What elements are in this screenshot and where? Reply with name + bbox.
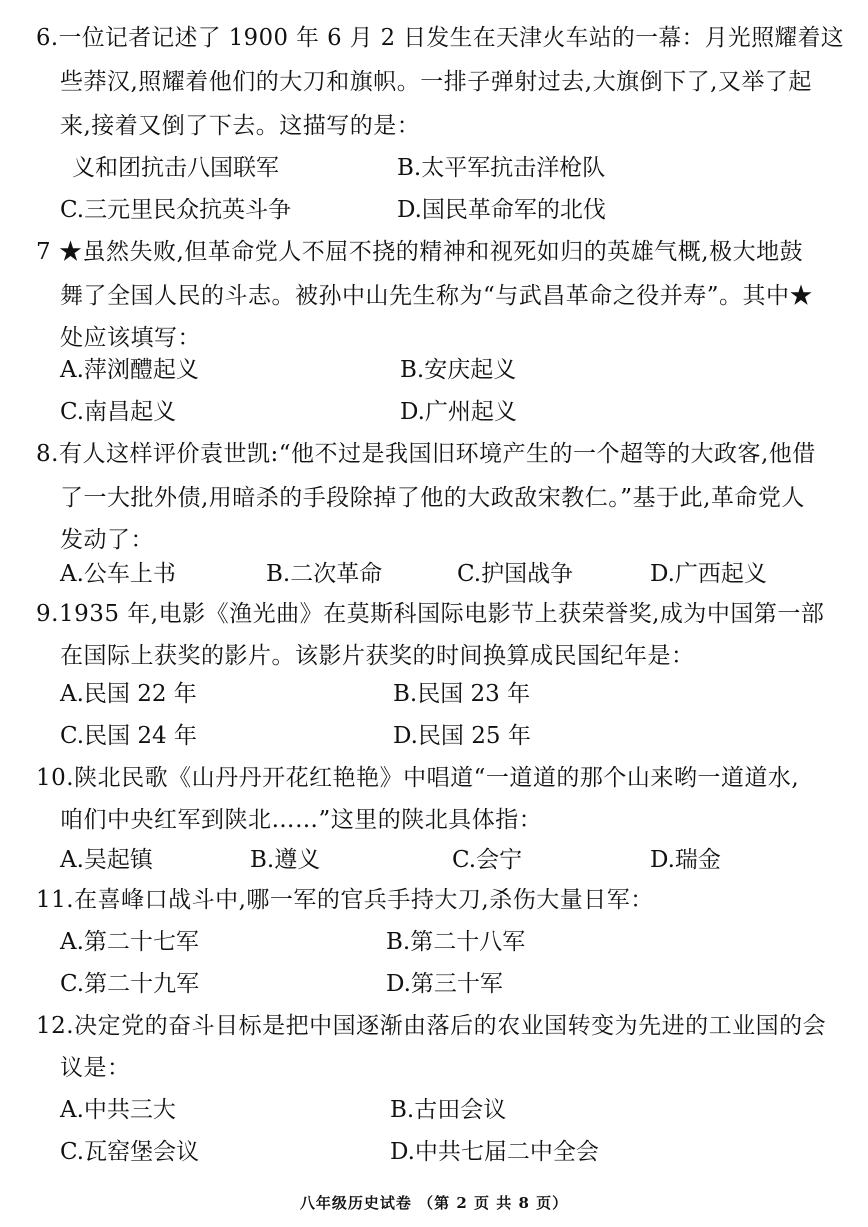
q6-option-b: B.太平军抗击洋枪队	[397, 155, 606, 181]
q10-option-d: D.瑞金	[650, 847, 721, 873]
q11-option-c: C.第二十九军	[60, 971, 200, 997]
q7-option-a: A.萍浏醴起义	[60, 357, 199, 383]
q12-option-c: C.瓦窑堡会议	[60, 1139, 200, 1165]
q6-option-c: C.三元里民众抗英斗争	[60, 197, 292, 223]
q9-option-a: A.民国 22 年	[60, 681, 197, 707]
q7-stem-line-2: 舞了全国人民的斗志。被孙中山先生称为“与武昌革命之役并寿”。其中★	[60, 283, 814, 309]
q10-stem-line-2: 咱们中央红军到陕北……”这里的陕北具体指：	[60, 807, 543, 833]
q9-option-c: C.民国 24 年	[60, 723, 197, 749]
q8-option-c: C.护国战争	[457, 561, 574, 587]
q12-option-b: B.古田会议	[390, 1097, 507, 1123]
q8-option-d: D.广西起义	[650, 561, 767, 587]
q12-option-d: D.中共七届二中全会	[390, 1139, 599, 1165]
q6-stem-line-3: 来,接着又倒了下去。这描写的是：	[60, 113, 421, 139]
q7-stem-line-1: 7 ★虽然失败,但革命党人不屈不挠的精神和视死如归的英雄气概,极大地鼓	[36, 239, 804, 265]
q11-option-a: A.第二十七军	[60, 929, 199, 955]
q11-option-d: D.第三十军	[386, 971, 503, 997]
q10-stem-line-1: 10.陕北民歌《山丹丹开花红艳艳》中唱道“一道道的那个山来哟一道道水,	[36, 765, 800, 791]
q7-option-b: B.安庆起义	[400, 357, 517, 383]
q11-option-b: B.第二十八军	[386, 929, 526, 955]
q8-stem-line-2: 了一大批外债,用暗杀的手段除掉了他的大政敌宋教仁。”基于此,革命党人	[60, 485, 805, 511]
q8-stem-line-3: 发动了：	[60, 527, 154, 553]
q8-stem-line-1: 8.有人这样评价袁世凯:“他不过是我国旧环境产生的一个超等的大政客,他借	[36, 441, 816, 467]
q6-option-a: 义和团抗击八国联军	[72, 155, 279, 181]
q6-stem-line-2: 些莽汉,照耀着他们的大刀和旗帜。一排子弹射过去,大旗倒下了,又举了起	[60, 69, 812, 95]
q9-stem-line-2: 在国际上获奖的影片。该影片获奖的时间换算成民国纪年是：	[60, 643, 695, 669]
q12-stem-line-1: 12.决定党的奋斗目标是把中国逐渐由落后的农业国转变为先进的工业国的会	[36, 1013, 827, 1039]
page-footer: 八年级历史试卷 （第 2 页 共 8 页）	[299, 1194, 569, 1212]
q11-stem-line-1: 11.在喜峰口战斗中,哪一军的官兵手持大刀,杀伤大量日军：	[36, 887, 654, 913]
q7-option-d: D.广州起义	[400, 399, 517, 425]
q9-stem-line-1: 9.1935 年,电影《渔光曲》在莫斯科国际电影节上获荣誉奖,成为中国第一部	[36, 601, 825, 627]
q8-option-a: A.公车上书	[60, 561, 176, 587]
q9-option-b: B.民国 23 年	[393, 681, 531, 707]
q8-option-b: B.二次革命	[266, 561, 383, 587]
q7-option-c: C.南昌起义	[60, 399, 177, 425]
q6-stem-line-1: 6.一位记者记述了 1900 年 6 月 2 日发生在天津火车站的一幕：月光照耀着这	[36, 25, 844, 51]
q10-option-a: A.吴起镇	[60, 847, 153, 873]
q9-option-d: D.民国 25 年	[393, 723, 531, 749]
q10-option-c: C.会宁	[452, 847, 523, 873]
q12-option-a: A.中共三大	[60, 1097, 176, 1123]
q10-option-b: B.遵义	[250, 847, 321, 873]
q6-option-d: D.国民革命军的北伐	[397, 197, 606, 223]
q12-stem-line-2: 议是：	[60, 1055, 131, 1081]
q7-stem-line-3: 处应该填写：	[60, 325, 201, 351]
